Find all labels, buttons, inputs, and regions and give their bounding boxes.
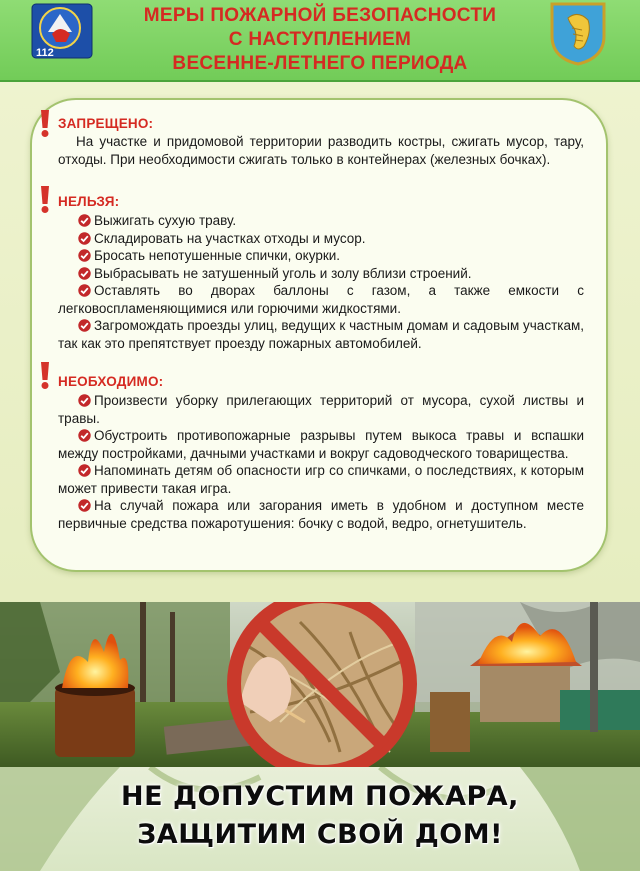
title-line-3: ВЕСЕННЕ-ЛЕТНЕГО ПЕРИОДА (172, 53, 468, 74)
exclamation-icon (38, 360, 52, 390)
slogan-line-1: НЕ ДОПУСТИМ ПОЖАРА, (121, 781, 519, 812)
check-bullet-icon (78, 232, 91, 245)
list-item: Напоминать детям об опасности игр со спичками, о последствиях, к которым может привести такая игра. (58, 463, 584, 496)
list-item: Обустроить противопожарные разрывы путем выкоса травы и вспашки между постройками, дачными участками и вокруг садоводческого товарищества. (58, 428, 584, 461)
emergency-service-emblem-icon (30, 2, 94, 60)
list-item: Складировать на участках отходы и мусор. (58, 230, 584, 248)
fire-scene-illustration (0, 602, 640, 767)
forbidden-text: На участке и придомовой территории разводить костры, сжигать мусор, тару, отходы. При необходимости сжигать только в контейнерах (железных бочках). (58, 134, 584, 167)
page-title (110, 4, 530, 76)
check-bullet-icon (78, 429, 91, 442)
list-item: Загромождать проезды улиц, ведущих к частным домам и садовым участкам, так как это препятствует проезду пожарных автомобилей. (58, 318, 584, 351)
slogan-line-2: ЗАЩИТИМ СВОЙ ДОМ! (137, 819, 503, 850)
required-list (58, 392, 584, 532)
title-line-1: МЕРЫ ПОЖАРНОЙ БЕЗОПАСНОСТИ (143, 5, 497, 26)
must-not-list (58, 212, 584, 352)
list-item: Оставлять во дворах баллоны с газом, а также емкости с легковоспламеняющимися или горючими жидкостями. (58, 283, 584, 316)
list-item: На случай пожара или загорания иметь в удобном и доступном месте первичные средства пожаротушения: бочку с водой, ведро, огнетушитель. (58, 498, 584, 531)
coat-of-arms-icon (548, 0, 608, 66)
check-bullet-icon (78, 499, 91, 512)
list-item: Выбрасывать не затушенный уголь и золу вблизи строений. (58, 265, 584, 283)
check-bullet-icon (78, 249, 91, 262)
emblem-112-label: 112 (36, 47, 54, 59)
title-line-2: С НАСТУПЛЕНИЕМ (228, 29, 412, 50)
exclamation-icon (38, 184, 52, 214)
must-not-heading: НЕЛЬЗЯ: (58, 194, 120, 209)
check-bullet-icon (78, 394, 91, 407)
forbidden-heading: ЗАПРЕЩЕНО: (58, 116, 154, 131)
check-bullet-icon (78, 214, 91, 227)
check-bullet-icon (78, 284, 91, 297)
check-bullet-icon (78, 319, 91, 332)
list-item: Выжигать сухую траву. (58, 212, 584, 230)
list-item: Произвести уборку прилегающих территорий от мусора, сухой листвы и травы. (58, 393, 584, 426)
list-item: Бросать непотушенные спички, окурки. (58, 247, 584, 265)
exclamation-icon (38, 108, 52, 138)
slogan-banner (0, 767, 640, 871)
header-banner (0, 0, 640, 82)
required-heading: НЕОБХОДИМО: (58, 374, 164, 389)
fire-photo-strip (0, 602, 640, 767)
check-bullet-icon (78, 267, 91, 280)
check-bullet-icon (78, 464, 91, 477)
